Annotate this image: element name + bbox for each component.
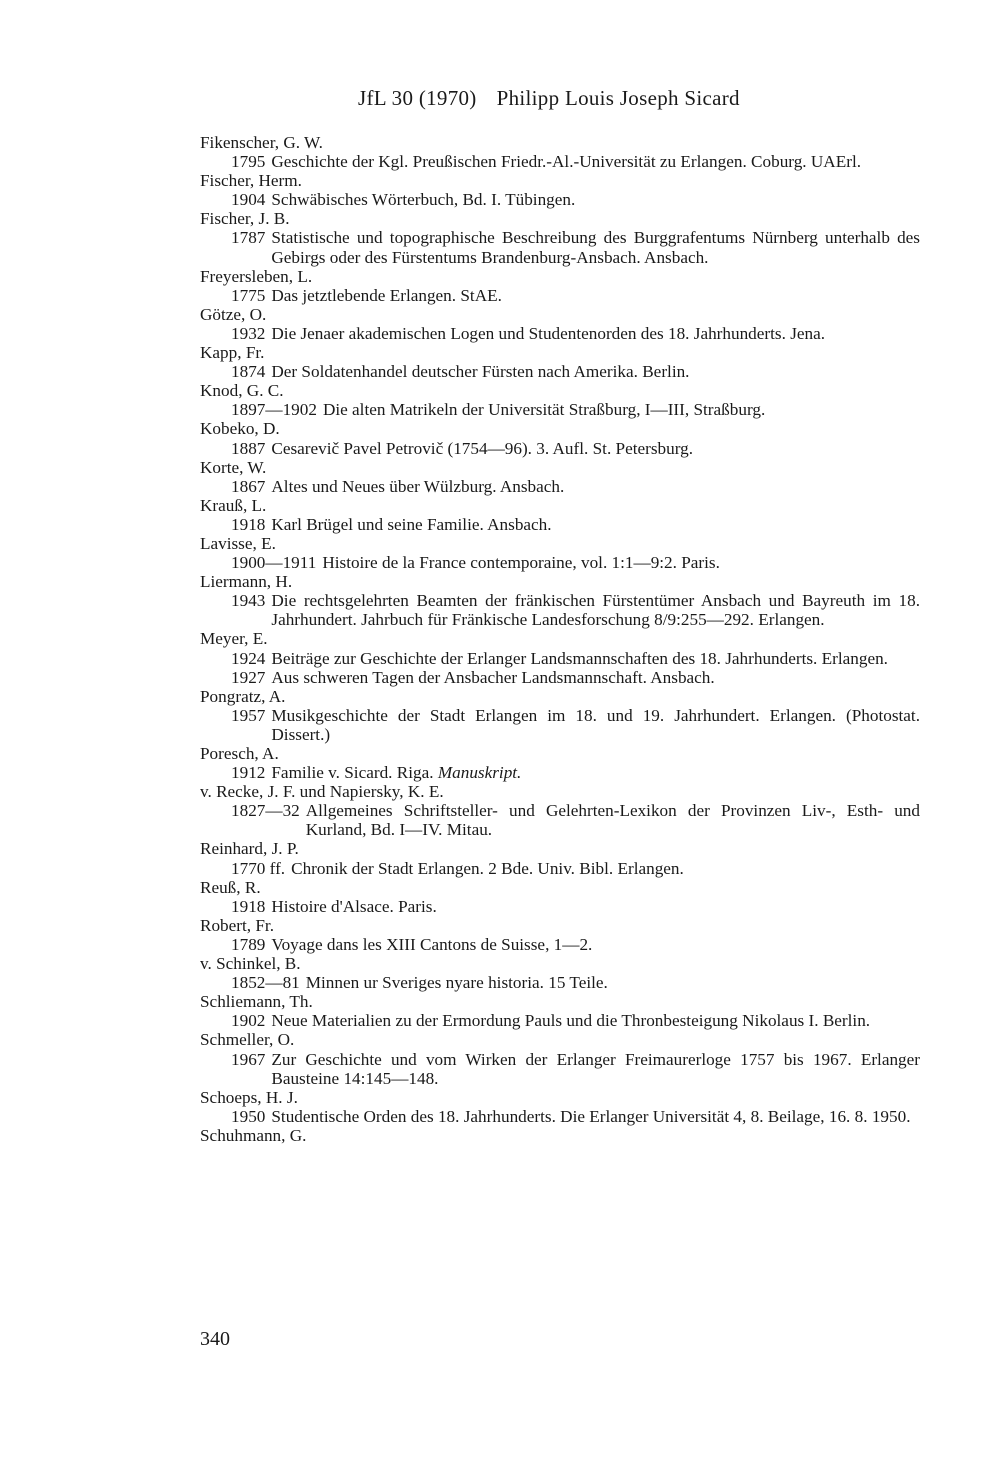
entry-work	[200, 477, 920, 496]
work-year: 1924	[231, 648, 266, 668]
entry-author: Fischer, Herm.	[200, 171, 302, 191]
work-year: 1827—32	[231, 801, 300, 821]
entry-work	[200, 515, 920, 534]
bibliography-entry	[200, 496, 920, 534]
entry-work	[200, 1011, 920, 1030]
work-year: 1932	[231, 323, 266, 343]
journal-citation: JfL 30 (1970)	[358, 86, 477, 110]
entry-work	[200, 1050, 920, 1088]
work-title	[271, 1050, 920, 1088]
work-title-text: Familie v. Sicard. Riga.	[271, 763, 434, 783]
bibliography-entry	[200, 458, 920, 496]
entry-author: Schmeller, O.	[200, 1030, 295, 1050]
bibliography-entry	[200, 343, 920, 381]
entry-author: Götze, O.	[200, 304, 267, 324]
entry-work	[200, 553, 920, 572]
bibliography-entry	[200, 419, 920, 457]
entry-work	[200, 324, 920, 343]
work-title-text: Musikgeschichte der Stadt Erlangen im 18. und 19. Jahrhundert. Erlangen. (Photostat. Dissert.)	[271, 705, 920, 744]
work-title-text: Die rechtsgelehrten Beamten der fränkischen Fürstentümer Ansbach und Bayreuth im 18. Jahrhundert. Jahrbuch für Fränkische Landesforschung 8/9:255—292. Erlangen.	[271, 591, 920, 630]
bibliography-entry	[200, 267, 920, 305]
work-year: 1900—1911	[231, 553, 317, 573]
entry-work	[200, 649, 920, 668]
entry-author: Schliemann, Th.	[200, 992, 313, 1012]
work-year: 1927	[231, 667, 266, 687]
entry-author: Korte, W.	[200, 457, 267, 477]
work-year: 1852—81	[231, 973, 300, 993]
work-title-text: Chronik der Stadt Erlangen. 2 Bde. Univ. Bibl. Erlangen.	[291, 858, 684, 878]
entry-work	[200, 591, 920, 629]
work-year: 1918	[231, 514, 266, 534]
work-title	[271, 190, 920, 209]
entry-work	[200, 859, 920, 878]
work-title	[306, 973, 920, 992]
bibliography-entry	[200, 209, 920, 266]
work-title-text: Statistische und topographische Beschreibung des Burggrafentums Nürnberg unterhalb des Gebirgs oder des Fürstentums Brandenburg-Ansbach. Ansbach.	[271, 228, 920, 267]
work-title-text: Karl Brügel und seine Familie. Ansbach.	[271, 514, 552, 534]
work-title-text: Studentische Orden des 18. Jahrhunderts. Die Erlanger Universität 4, 8. Beilage, 16. 8. 1950.	[271, 1106, 911, 1126]
entry-work	[200, 897, 920, 916]
bibliography-entry	[200, 687, 920, 744]
work-title	[271, 763, 920, 782]
work-title-text: Schwäbisches Wörterbuch, Bd. I. Tübingen.	[271, 190, 576, 210]
work-title	[271, 286, 920, 305]
entry-author: Lavisse, E.	[200, 533, 276, 553]
work-title-text: Die Jenaer akademischen Logen und Studentenorden des 18. Jahrhunderts. Jena.	[271, 323, 826, 343]
page-number: 340	[200, 1328, 230, 1350]
work-title	[271, 152, 920, 171]
entry-author: Schoeps, H. J.	[200, 1087, 298, 1107]
work-year: 1867	[231, 476, 266, 496]
work-title-text: Zur Geschichte und vom Wirken der Erlanger Freimaurerloge 1757 bis 1967. Erlanger Bausteine 14:145—148.	[271, 1049, 920, 1088]
running-head	[358, 86, 740, 111]
entry-author: Poresch, A.	[200, 744, 279, 763]
work-year: 1943	[231, 591, 266, 611]
bibliography-entry	[200, 534, 920, 572]
work-title-text: Das jetztlebende Erlangen. StAE.	[271, 285, 502, 305]
bibliography-entry	[200, 992, 920, 1030]
work-year: 1789	[231, 934, 266, 954]
work-year: 1967	[231, 1049, 266, 1069]
entry-author: v. Schinkel, B.	[200, 954, 301, 974]
entry-work	[200, 190, 920, 209]
bibliography-entry	[200, 954, 920, 992]
bibliography-entry	[200, 1126, 920, 1145]
entry-author: Freyersleben, L.	[200, 266, 313, 286]
work-title-text: Histoire de la France contemporaine, vol. 1:1—9:2. Paris.	[322, 553, 720, 573]
bibliography-entry	[200, 839, 920, 877]
entry-work	[200, 228, 920, 266]
entry-author: Liermann, H.	[200, 572, 293, 592]
entry-work	[200, 973, 920, 992]
work-year: 1950	[231, 1106, 266, 1126]
bibliography-entry	[200, 916, 920, 954]
entry-author: Fikenscher, G. W.	[200, 133, 323, 152]
entry-author: Pongratz, A.	[200, 686, 286, 706]
work-title-text: Histoire d'Alsace. Paris.	[271, 896, 437, 916]
bibliography-entry	[200, 381, 920, 419]
work-note: Manuskript.	[437, 763, 522, 783]
work-year: 1897—1902	[231, 400, 317, 420]
bibliography-entry	[200, 133, 920, 171]
entry-work	[200, 439, 920, 458]
bibliography-entry	[200, 305, 920, 343]
entry-work	[200, 362, 920, 381]
work-year: 1795	[231, 152, 266, 172]
work-title-text: Geschichte der Kgl. Preußischen Friedr.-Al.-Universität zu Erlangen. Coburg. UAErl.	[271, 152, 862, 172]
work-year: 1887	[231, 438, 266, 458]
work-title	[271, 591, 920, 629]
work-title	[271, 1011, 920, 1030]
entry-author: Kobeko, D.	[200, 419, 280, 439]
bibliography-entry	[200, 629, 920, 686]
entry-author: Kapp, Fr.	[200, 343, 265, 363]
work-title-text: Minnen ur Sveriges nyare historia. 15 Teile.	[305, 973, 608, 993]
bibliography-entry	[200, 1030, 920, 1087]
work-title	[271, 228, 920, 266]
entry-author: Fischer, J. B.	[200, 209, 290, 229]
work-year: 1775	[231, 285, 266, 305]
work-title-text: Der Soldatenhandel deutscher Fürsten nach Amerika. Berlin.	[271, 362, 690, 382]
entry-work	[200, 706, 920, 744]
work-title	[271, 362, 920, 381]
work-title-text: Voyage dans les XIII Cantons de Suisse, 1—2.	[271, 934, 593, 954]
work-title-text: Die alten Matrikeln der Universität Straßburg, I—III, Straßburg.	[322, 400, 766, 420]
bibliography-entry	[200, 171, 920, 209]
entry-author: Reinhard, J. P.	[200, 839, 299, 859]
work-year: 1902	[231, 1011, 266, 1031]
bibliography-entry	[200, 782, 920, 839]
work-title	[271, 515, 920, 534]
bibliography-entry	[200, 744, 920, 782]
work-title	[306, 801, 920, 839]
entry-work	[200, 286, 920, 305]
entry-work	[200, 668, 920, 687]
work-title	[271, 324, 920, 343]
work-title-text: Altes und Neues über Wülzburg. Ansbach.	[271, 476, 565, 496]
work-title	[271, 706, 920, 744]
work-title-text: Allgemeines Schriftsteller- und Gelehrten-Lexikon der Provinzen Liv-, Esth- und Kurland, Bd. I—IV. Mitau.	[305, 801, 920, 840]
entry-author: Krauß, L.	[200, 495, 267, 515]
entry-work	[200, 152, 920, 171]
entry-work	[200, 801, 920, 839]
work-year: 1904	[231, 190, 266, 210]
entry-author: v. Recke, J. F. und Napiersky, K. E.	[200, 782, 444, 802]
work-year: 1957	[231, 705, 266, 725]
entry-work	[200, 935, 920, 954]
work-title	[322, 553, 920, 572]
work-title	[271, 668, 920, 687]
work-year: 1874	[231, 362, 266, 382]
entry-work	[200, 1107, 920, 1126]
work-title-text: Beiträge zur Geschichte der Erlanger Landsmannschaften des 18. Jahrhunderts. Erlangen.	[271, 648, 888, 668]
work-title-text: Aus schweren Tagen der Ansbacher Landsmannschaft. Ansbach.	[271, 667, 715, 687]
article-title: Philipp Louis Joseph Sicard	[496, 86, 740, 110]
work-title-text: Cesarevič Pavel Petrovič (1754—96). 3. Aufl. St. Petersburg.	[271, 438, 694, 458]
work-title	[271, 935, 920, 954]
entry-author: Schuhmann, G.	[200, 1125, 307, 1145]
work-title	[271, 649, 920, 668]
work-title-text: Neue Materialien zu der Ermordung Pauls und die Thronbesteigung Nikolaus I. Berlin.	[271, 1011, 871, 1031]
bibliography-entry	[200, 572, 920, 629]
entry-author: Meyer, E.	[200, 629, 268, 649]
bibliography-entry	[200, 1088, 920, 1126]
work-year: 1770 ff.	[231, 858, 286, 878]
entry-author: Knod, G. C.	[200, 381, 284, 401]
entry-author: Robert, Fr.	[200, 915, 275, 935]
work-year: 1918	[231, 896, 266, 916]
work-title	[271, 897, 920, 916]
entry-work	[200, 400, 920, 419]
work-title	[271, 1107, 920, 1126]
work-title	[323, 400, 920, 419]
entry-work	[200, 763, 920, 782]
work-title	[271, 439, 920, 458]
entry-author: Reuß, R.	[200, 877, 261, 897]
bibliography-list	[200, 133, 920, 1145]
work-title	[271, 477, 920, 496]
work-year: 1912	[231, 763, 266, 783]
bibliography-entry	[200, 878, 920, 916]
work-year: 1787	[231, 228, 266, 248]
work-title	[291, 859, 920, 878]
